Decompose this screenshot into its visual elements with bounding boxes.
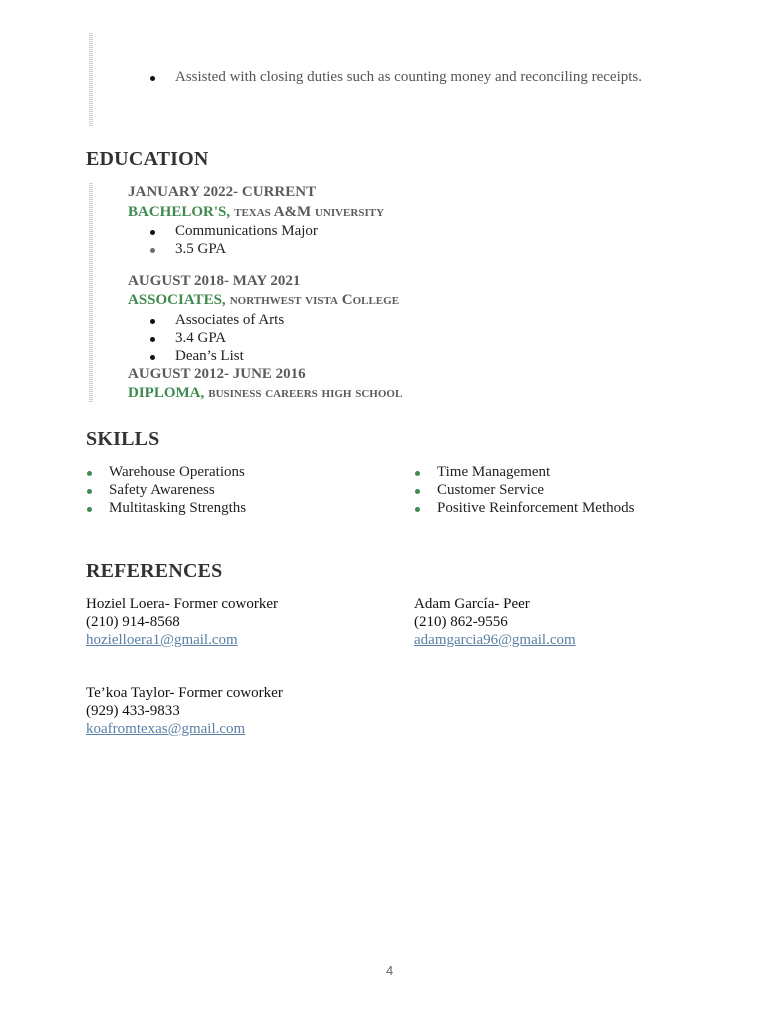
education-bullet: Associates of Arts [175, 312, 285, 328]
bullet-dot [150, 319, 155, 324]
section-side-rule [89, 33, 93, 127]
bullet-dot [87, 471, 92, 476]
education-side-rule [89, 183, 93, 402]
skill-item: Customer Service [437, 482, 545, 498]
school-name: northwest vista College [229, 292, 400, 308]
skill-item: Time Management [437, 464, 551, 480]
school-name: business careers high school [208, 385, 403, 401]
bullet-dot [150, 76, 155, 81]
skill-item: Safety Awareness [109, 482, 215, 498]
education-bullet: Dean’s List [175, 348, 244, 364]
education-degree-line [128, 384, 402, 402]
bullet-dot [415, 489, 420, 494]
reference-email-link[interactable]: koafromtexas@gmail.com [86, 721, 246, 737]
skill-item: Positive Reinforcement Methods [437, 500, 635, 516]
bullet-dot [415, 471, 420, 476]
reference-phone: (929) 433-9833 [86, 703, 180, 719]
bullet-dot [150, 337, 155, 342]
degree-title: DIPLOMA, [128, 385, 205, 401]
education-bullet: Communications Major [175, 223, 318, 239]
education-degree-line [128, 291, 399, 309]
experience-bullet: Assisted with closing duties such as counting money and reconciling receipts. [175, 69, 642, 85]
bullet-dot [150, 355, 155, 360]
education-degree-line [128, 203, 384, 221]
reference-phone: (210) 862-9556 [414, 614, 508, 630]
skill-item: Multitasking Strengths [109, 500, 247, 516]
reference-name: Te’koa Taylor- Former coworker [86, 685, 283, 701]
education-dates: AUGUST 2012- JUNE 2016 [128, 366, 306, 382]
bullet-dot [87, 507, 92, 512]
education-heading: EDUCATION [86, 148, 209, 170]
education-bullet: 3.4 GPA [175, 330, 227, 346]
skill-item: Warehouse Operations [109, 464, 245, 480]
bullet-dot [87, 489, 92, 494]
bullet-dot [415, 507, 420, 512]
reference-phone: (210) 914-8568 [86, 614, 180, 630]
degree-title: ASSOCIATES, [128, 292, 226, 308]
reference-name: Hoziel Loera- Former coworker [86, 596, 278, 612]
skills-heading: SKILLS [86, 428, 160, 450]
reference-name: Adam García- Peer [414, 596, 530, 612]
school-name: texas A&M university [234, 204, 385, 220]
education-bullet: 3.5 GPA [175, 241, 227, 257]
education-dates: JANUARY 2022- CURRENT [128, 184, 317, 200]
reference-email-link[interactable]: adamgarcia96@gmail.com [414, 632, 576, 648]
references-heading: REFERENCES [86, 560, 223, 582]
page-number: 4 [386, 963, 394, 978]
degree-title: BACHELOR'S, [128, 204, 231, 220]
bullet-dot [150, 230, 155, 235]
education-dates: AUGUST 2018- MAY 2021 [128, 273, 301, 289]
bullet-dot [150, 248, 155, 253]
reference-email-link[interactable]: hozielloera1@gmail.com [86, 632, 238, 648]
